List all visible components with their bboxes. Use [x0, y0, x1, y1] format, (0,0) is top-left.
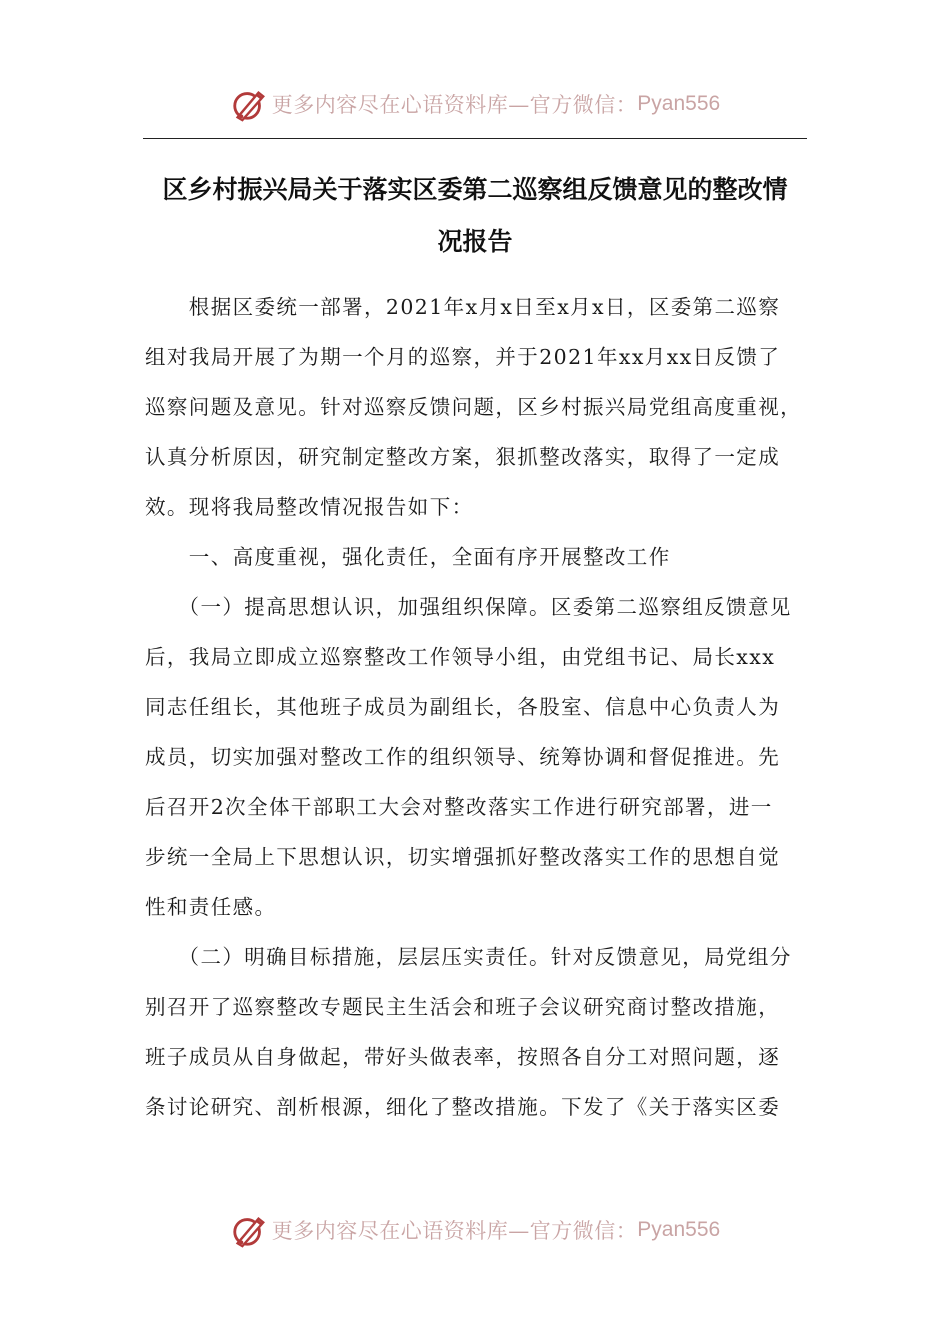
body-line: （一）提高思想认识，加强组织保障。区委第二巡察组反馈意见: [145, 595, 792, 619]
body-line: 别召开了巡察整改专题民主生活会和班子会议研究商讨整改措施，: [145, 995, 781, 1019]
body-line: 认真分析原因，研究制定整改方案，狠抓整改落实，取得了一定成: [145, 445, 781, 469]
footer-watermark: [0, 1208, 950, 1252]
body-line: 后，我局立即成立巡察整改工作领导小组，由党组书记、局长xxx: [145, 645, 776, 669]
header-watermark: [0, 82, 950, 126]
watermark-wechat-id: Pyan556: [637, 92, 721, 115]
document-title-line-2: 况报告: [437, 227, 513, 256]
body-line: 条讨论研究、剖析根源，细化了整改措施。下发了《关于落实区委: [145, 1095, 781, 1119]
body-line: 同志任组长，其他班子成员为副组长，各股室、信息中心负责人为: [145, 695, 781, 719]
body-line: 步统一全局上下思想认识，切实增强抓好整改落实工作的思想自觉: [145, 845, 781, 869]
watermark-text: 更多内容尽在心语资料库—官方微信：: [271, 93, 638, 117]
body-line: 班子成员从自身做起，带好头做表率，按照各自分工对照问题，逐: [145, 1045, 781, 1069]
body-line: 巡察问题及意见。针对巡察反馈问题，区乡村振兴局党组高度重视，: [145, 395, 802, 419]
header-divider: [143, 138, 807, 139]
document-title-line-1: 区乡村振兴局关于落实区委第二巡察组反馈意见的整改情: [162, 175, 788, 204]
pen-logo-icon: [230, 1211, 268, 1249]
watermark-text: 更多内容尽在心语资料库—官方微信：: [271, 1219, 638, 1243]
body-line: 组对我局开展了为期一个月的巡察，并于2021年xx月xx日反馈了: [145, 345, 781, 369]
body-line: 后召开2次全体干部职工大会对整改落实工作进行研究部署，进一: [145, 795, 773, 819]
section-heading: 一、高度重视，强化责任，全面有序开展整改工作: [145, 545, 671, 569]
body-line: 成员，切实加强对整改工作的组织领导、统筹协调和督促推进。先: [145, 745, 781, 769]
body-line: （二）明确目标措施，层层压实责任。针对反馈意见，局党组分: [145, 945, 792, 969]
body-line: 性和责任感。: [145, 895, 277, 919]
body-line: 效。现将我局整改情况报告如下：: [145, 495, 474, 519]
watermark-wechat-id: Pyan556: [637, 1218, 721, 1241]
body-line: 根据区委统一部署，2021年x月x日至x月x日，区委第二巡察: [145, 295, 781, 319]
pen-logo-icon: [230, 85, 268, 123]
